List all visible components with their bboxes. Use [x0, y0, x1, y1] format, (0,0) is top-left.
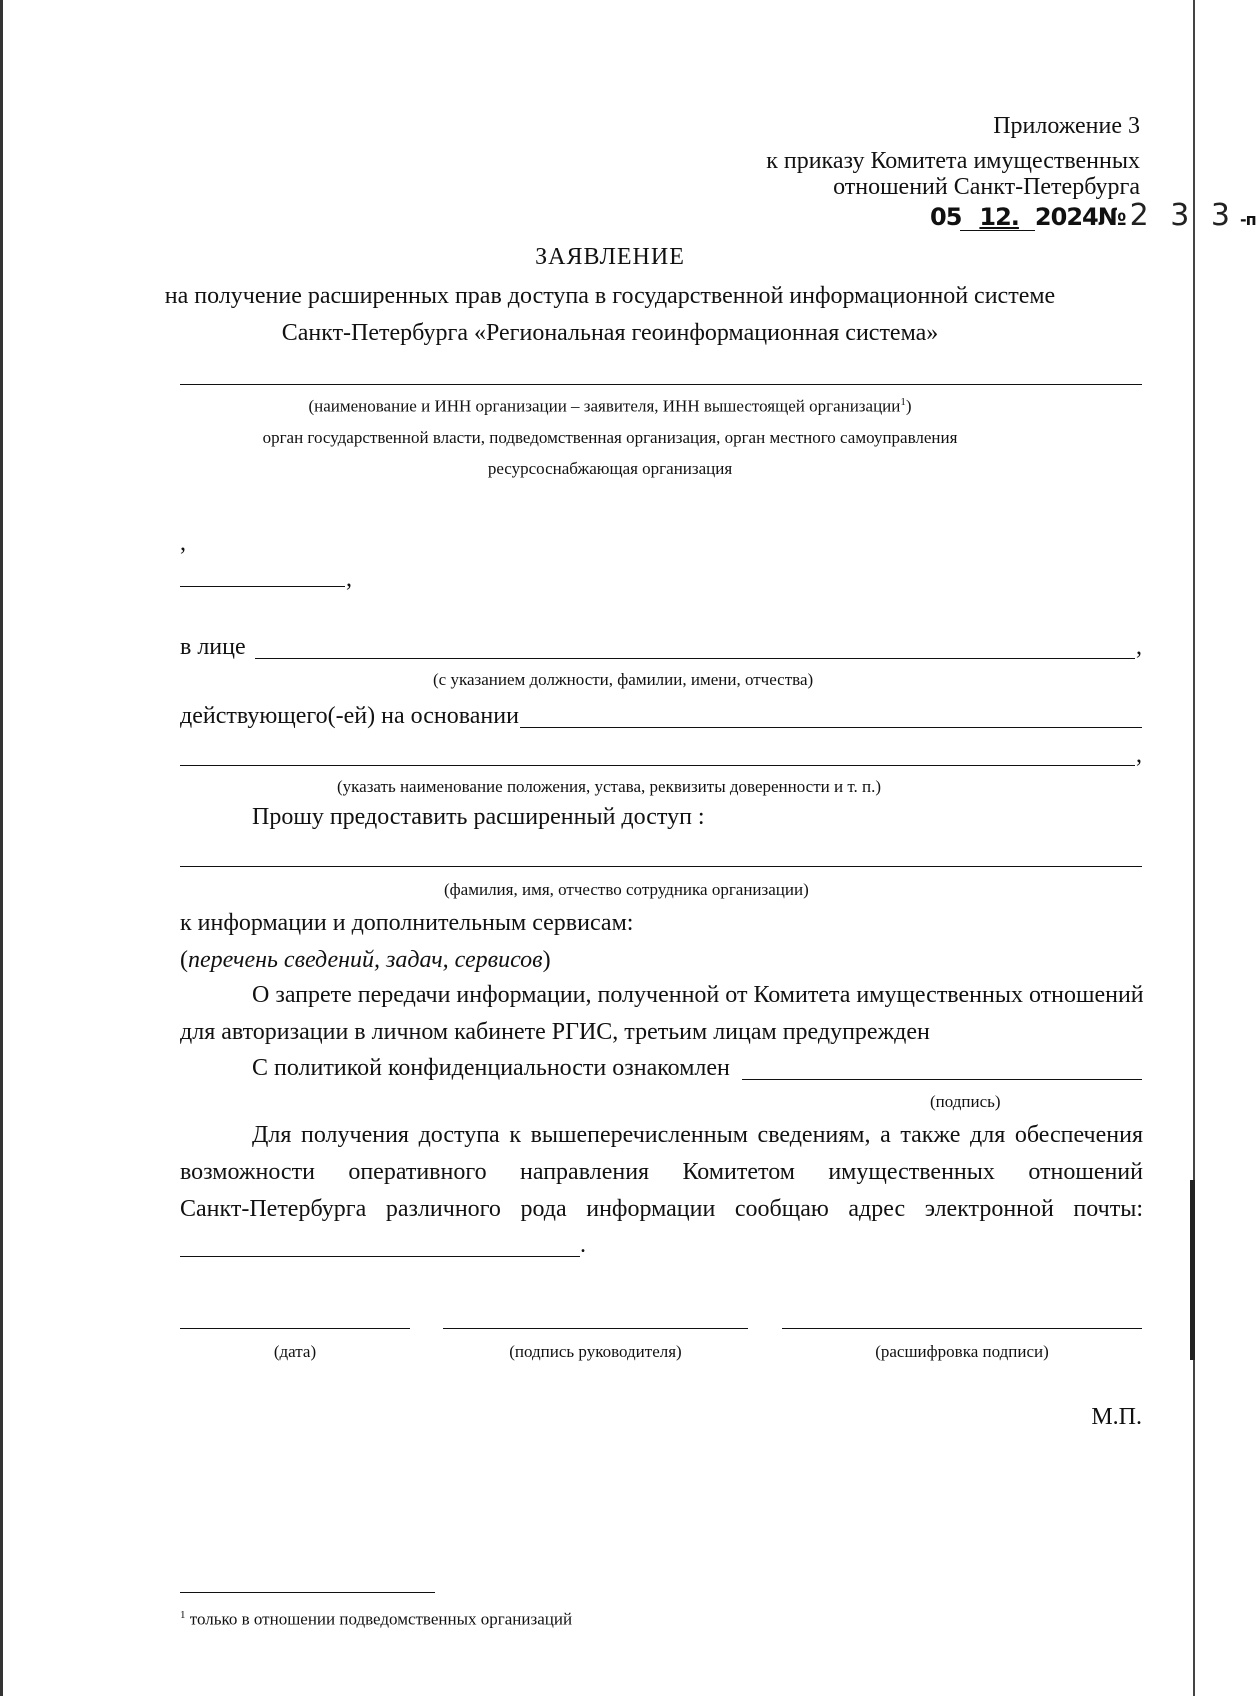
employee-caption: (фамилия, имя, отчество сотрудника организации) — [444, 880, 809, 899]
seal-place: М.П. — [1091, 1404, 1142, 1430]
date-field[interactable] — [180, 1328, 410, 1329]
employee-name-field[interactable] — [180, 866, 1142, 867]
basis-field[interactable] — [520, 727, 1142, 728]
order-number-sign: № — [1097, 203, 1126, 231]
services-list-placeholder: (перечень сведений, задач, сервисов) — [180, 947, 551, 973]
order-date-number — [930, 198, 1256, 232]
organization-caption: (наименование и ИНН организации – заявителя, ИНН вышестоящей организации$^1$) — [308, 396, 912, 416]
order-date-year: 2024 — [1034, 203, 1098, 231]
footnote-marker: 1 — [180, 1609, 186, 1621]
warning-line-2: для авторизации в личном кабинете РГИС, третьим лицам предупрежден — [180, 1019, 930, 1045]
in-person-comma: , — [1136, 634, 1142, 660]
signature-caption: (подпись) — [930, 1092, 1001, 1111]
services-list-text: перечень сведений, задач, сервисов — [188, 947, 543, 973]
basis-field-continued[interactable] — [180, 765, 1135, 766]
email-paragraph-line-2: возможности оперативного направления Комитетом имущественных отношений — [180, 1159, 1143, 1185]
warning-line-1: О запрете передачи информации, полученной от Комитета имущественных отношений — [252, 982, 1144, 1008]
footnote-text: только в отношении подведомственных организаций — [189, 1609, 573, 1629]
document-title: ЗАЯВЛЕНИЕ — [535, 244, 685, 270]
scan-edge-right-mark — [1190, 1180, 1195, 1360]
order-date-day: 05 — [930, 203, 962, 231]
basis-label: действующего(-ей) на основании — [180, 703, 519, 729]
basis-comma: , — [1136, 742, 1142, 768]
email-paragraph-line-3: Санкт-Петербурга различного рода информации сообщаю адрес электронной почты: — [180, 1196, 1143, 1222]
title-line-1: на получение расширенных прав доступа в государственной информационной системе — [164, 283, 1056, 309]
order-line-1: к приказу Комитета имущественных — [766, 148, 1140, 174]
head-signature-field[interactable] — [443, 1328, 748, 1329]
request-text: Прошу предоставить расширенный доступ : — [252, 804, 705, 830]
signature-decoding-field[interactable] — [782, 1328, 1142, 1329]
email-paragraph-line-1: Для получения доступа к вышеперечисленным сведениям, а также для обеспечения — [252, 1122, 1143, 1148]
footnote — [180, 1609, 572, 1630]
info-services-label: к информации и дополнительным сервисам: — [180, 910, 634, 936]
basis-caption: (указать наименование положения, устава, реквизиты доверенности и т. п.) — [337, 777, 881, 796]
in-person-caption: (с указанием должности, фамилии, имени, отчества) — [433, 670, 814, 689]
order-number-suffix: -п — [1239, 210, 1256, 229]
date-caption: (дата) — [273, 1342, 317, 1361]
decoding-caption: (расшифровка подписи) — [875, 1342, 1049, 1361]
in-person-label: в лице — [180, 634, 246, 660]
in-person-field[interactable] — [255, 658, 1135, 659]
email-address-field[interactable] — [180, 1256, 580, 1257]
email-period: . — [580, 1232, 586, 1258]
head-signature-caption: (подпись руководителя) — [509, 1342, 682, 1361]
order-line-2: отношений Санкт-Петербурга — [833, 174, 1140, 200]
short-blank-field[interactable] — [180, 586, 345, 587]
organization-types-line-1: орган государственной власти, подведомственная организация, орган местного самоуправления — [262, 428, 958, 447]
order-date-underline — [960, 230, 1035, 231]
short-field-comma: , — [346, 566, 352, 592]
appendix-label: Приложение 3 — [993, 113, 1140, 139]
title-line-2: Санкт-Петербурга «Региональная геоинформационная система» — [281, 320, 939, 346]
footnote-separator — [180, 1592, 435, 1593]
privacy-signature-field[interactable] — [742, 1079, 1142, 1080]
order-number-value: 2 3 3 — [1129, 198, 1236, 233]
order-date-month: 12. — [979, 203, 1019, 231]
stray-comma: , — [180, 530, 186, 556]
privacy-label: С политикой конфиденциальности ознакомлен — [252, 1055, 730, 1081]
organization-name-field[interactable] — [180, 384, 1142, 385]
organization-types-line-2: ресурсоснабжающая организация — [487, 459, 733, 478]
